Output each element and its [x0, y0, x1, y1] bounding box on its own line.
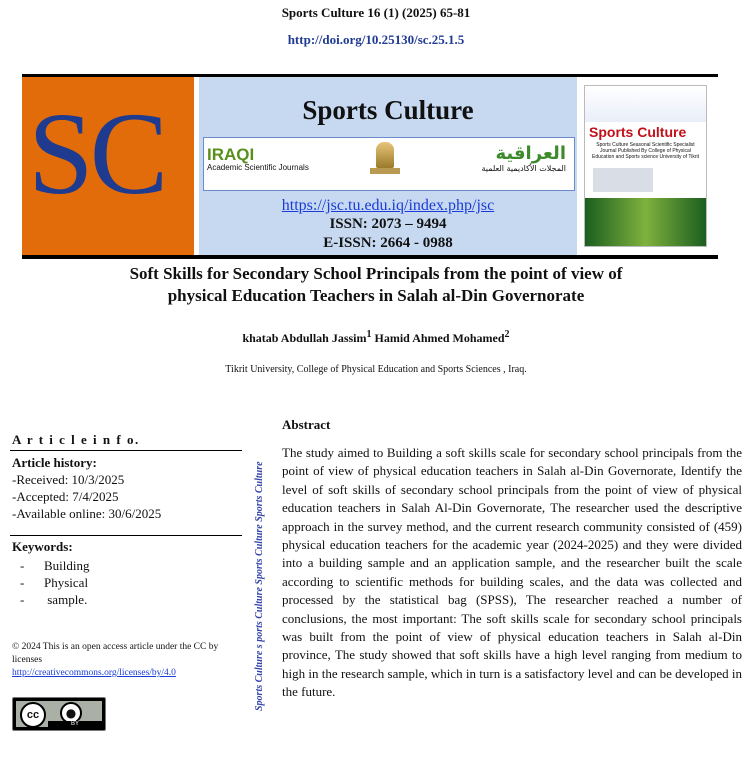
cover-subtitle: Sports Culture Seasonal Scientific Specialist Journal Published By College of Physical Education and Sports science University of Tikrit	[592, 142, 699, 160]
keyword-text: Building	[44, 558, 90, 573]
received-date: -Received: 10/3/2025	[12, 472, 125, 487]
cover-title: Sports Culture	[589, 124, 687, 140]
keyword-text: Physical	[44, 575, 89, 590]
attribution-person-icon: ●	[60, 702, 82, 724]
available-online-date: -Available online: 30/6/2025	[12, 506, 162, 521]
iraqi-logo-text: IRAQI	[207, 145, 255, 164]
arabic-logo-subtext: المجلات الأكاديمية العلمية	[481, 164, 566, 173]
keyword-bullet: -	[20, 575, 25, 590]
side-watermark-text: Sports Culture s ports Culture Sports Culture Sports Culture	[254, 461, 265, 711]
author-2-affil-mark: 2	[504, 329, 510, 340]
accepted-date: -Accepted: 7/4/2025	[12, 489, 119, 504]
arabic-logo-text: العراقية	[495, 143, 566, 164]
by-label: BY	[48, 721, 102, 727]
license-link[interactable]: http://creativecommons.org/licenses/by/4.0	[12, 668, 176, 678]
journal-url-link[interactable]: https://jsc.tu.edu.iq/index.php/jsc	[281, 197, 495, 214]
logos-strip	[203, 137, 575, 191]
article-info-heading: A r t i c l e i n f o.	[12, 432, 140, 447]
author-1-affil-mark: 1	[366, 329, 372, 340]
keyword-bullet: -	[20, 592, 25, 607]
cover-header	[585, 86, 706, 122]
keyword-item	[20, 558, 90, 574]
iraqi-logo-subtext: Academic Scientific Journals	[207, 163, 309, 172]
license-note	[12, 641, 240, 680]
keyword-item	[20, 592, 87, 608]
bottom-divider	[22, 255, 718, 259]
author-1: khatab Abdullah Jassim	[242, 331, 367, 345]
university-emblem-base	[370, 168, 400, 174]
journal-cover-image	[584, 85, 707, 247]
article-info-rule	[10, 450, 242, 451]
e-issn: E-ISSN: 2664 - 0988	[323, 235, 453, 251]
journal-banner	[22, 77, 718, 255]
journal-title: Sports Culture	[302, 95, 474, 125]
keyword-bullet: -	[20, 558, 25, 573]
abstract-text: The study aimed to Building a soft skills scale for secondary school principals from the point of view of physical education teachers in Salah al-Din Governorate, Identify the level of soft skills of secondary school principals from the point of view of physical education teachers in Salah Al-Din Governorate, The researcher used the descriptive approach in the survey method, and the current research community consisted of (459) physical education teachers for the academic year (2024-2025) and they were divided into a building sample and an application sample, and the researcher built the scale according to scientific methods for building scales, and the data was collected and processed by the statistical bag (SPSS), The researcher reached a number of conclusions, the most important: The soft skills scale for secondary school principals was built from the point of view of physical education teachers in Salah al-Din province, The study showed that soft skills have a high level ranging from medium to high in the research sample, which in turn is a satisfactory level and can be developed in the future.	[282, 445, 742, 700]
authors	[0, 329, 752, 346]
keywords-heading: Keywords:	[12, 539, 73, 554]
keyword-item	[20, 575, 88, 591]
author-2: Hamid Ahmed Mohamed	[374, 331, 505, 345]
cc-by-badge[interactable]	[12, 697, 106, 731]
cc-icon: cc	[20, 702, 46, 728]
side-watermark	[254, 453, 272, 713]
paper-title	[0, 263, 752, 307]
sc-logo-block	[22, 77, 194, 255]
iraqi-logo	[207, 146, 309, 173]
paper-title-line-2: physical Education Teachers in Salah al-Din Governorate	[167, 286, 585, 305]
cover-sports-graphic	[585, 198, 706, 246]
abstract-heading: Abstract	[282, 417, 331, 432]
sc-logo-letters: SC	[28, 88, 165, 219]
doi-link[interactable]: http://doi.org/10.25130/sc.25.1.5	[287, 32, 465, 47]
keyword-text: sample.	[44, 592, 88, 607]
issn: ISSN: 2073 – 9494	[329, 216, 447, 232]
university-emblem-icon	[376, 142, 394, 168]
journal-citation: Sports Culture 16 (1) (2025) 65-81	[281, 5, 471, 20]
cover-form-box	[593, 168, 653, 192]
cc-badge-inner	[16, 701, 102, 727]
article-history-heading: Article history:	[12, 455, 97, 470]
license-text: © 2024 This is an open access article under the CC by licenses	[12, 642, 219, 665]
journal-info-panel	[199, 77, 577, 255]
keywords-rule	[10, 535, 242, 536]
arabic-logo	[482, 144, 566, 173]
affiliation: Tikrit University, College of Physical Education and Sports Sciences , Iraq.	[225, 364, 527, 375]
paper-title-line-1: Soft Skills for Secondary School Principals from the point of view of	[129, 264, 623, 283]
